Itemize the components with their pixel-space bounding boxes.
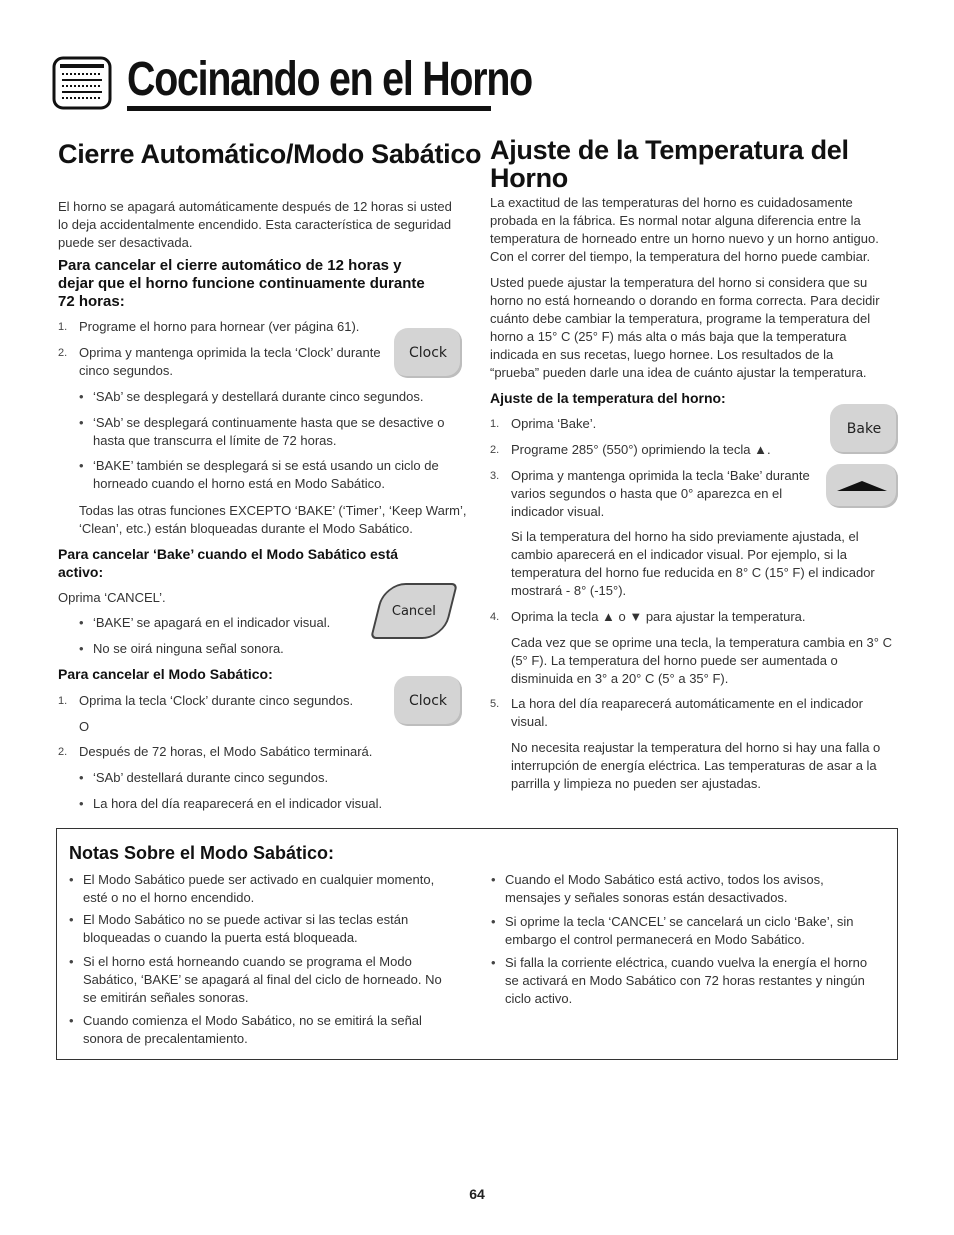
list-item: • Si oprime la tecla ‘CANCEL’ se cancelará un ciclo ‘Bake’, sin embargo el control permanecerá en Modo Sabático.: [505, 913, 885, 949]
list-item: • El Modo Sabático puede ser activado en cualquier momento, esté o no el horno encendido.: [83, 871, 463, 907]
list-item: • No se oirá ninguna señal sonora.: [93, 640, 393, 658]
oven-icon: [52, 56, 112, 110]
step-1: 1. Oprima la tecla ‘Clock’ durante cinco segundos.: [58, 693, 354, 708]
step-4-note: Cada vez que se oprime una tecla, la temperatura cambia en 3° C (5° F). La temperatura del horno puede ser aumentada o disminuida en 3° a 20° C (5° a 35° F).: [511, 635, 892, 686]
list-item: • El Modo Sabático no se puede activar si las teclas están bloqueadas o cuando la puerta está bloqueada.: [83, 911, 463, 947]
temperature-explanation: Usted puede ajustar la temperatura del horno si considera que su horno no está horneando o dorando en forma correcta. Para decidir cuánto debe cambiar la temperatura, programe la temperatura del horno a 15° C (25° F) más alta o más baja que la temperatura indicada en sus recetas, luego hornee. Los resultados de la “prueba” pueden darle una idea de cuánto ajustar la temperatura.: [490, 275, 880, 380]
step-3: 3. Oprima y mantenga oprimida la tecla ‘Bake’ durante varios segundos o hasta que 0° aparezca en el indicador visual.: [490, 468, 810, 519]
step-5: 5. La hora del día reaparecerá automáticamente en el indicador visual.: [490, 696, 863, 729]
section-heading-sabbath: Cierre Automático/Modo Sabático: [58, 139, 482, 169]
step-2: 2. Oprima y mantenga oprimida la tecla ‘Clock’ durante cinco segundos.: [58, 345, 381, 378]
subheading-cancel-12h: Para cancelar el cierre automático de 12 horas y dejar que el horno funcione continuamente durante 72 horas:: [58, 257, 425, 310]
step-3-note: Si la temperatura del horno ha sido previamente ajustada, el cambio aparecerá en el indicador visual. Por ejemplo, si la temperatura del horno fue reducida en 8° C (15° F) el indicador mostrará - 8° (-15°).: [511, 529, 875, 598]
cancel-key: Cancel: [370, 583, 458, 639]
clock-key: Clock: [394, 328, 462, 378]
list-item: • Cuando el Modo Sabático está activo, todos los avisos, mensajes y señales sonoras están desactivados.: [505, 871, 885, 907]
step-1: 1. Programe el horno para hornear (ver página 61).: [58, 319, 360, 334]
step-5-note: No necesita reajustar la temperatura del horno si hay una falla o interrupción de energía eléctrica. Las temperaturas de asar a la parrilla y limpieza no pueden ser ajustadas.: [511, 740, 881, 791]
list-item: • Si el horno está horneando cuando se programa el Modo Sabático, ‘BAKE’ se apagará al final del ciclo de horneado. No se emitirán señales sonoras.: [83, 953, 463, 1007]
step-1: 1. Oprima ‘Bake’.: [490, 416, 597, 431]
step-4: 4. Oprima la tecla ▲ o ▼ para ajustar la temperatura.: [490, 609, 806, 624]
step-2: 2. Después de 72 horas, el Modo Sabático terminará.: [58, 744, 373, 759]
or-text: O: [79, 719, 90, 734]
list-item: • ‘SAb’ se desplegará continuamente hasta que se desactive o hasta que transcurra el límite de 72 horas.: [93, 414, 473, 450]
list-item: • Si falla la corriente eléctrica, cuando vuelva la energía el horno se activará en Modo Sabático con 72 horas restantes y ningún ciclo activo.: [505, 954, 885, 1008]
up-arrow-key: [826, 464, 898, 508]
notes-heading: Notas Sobre el Modo Sabático:: [69, 843, 335, 863]
page-number: 64: [469, 1186, 485, 1202]
list-item: • La hora del día reaparecerá en el indicador visual.: [93, 795, 473, 813]
subheading-cancel-sabbath: Para cancelar el Modo Sabático:: [58, 666, 273, 682]
subheading-adjust: Ajuste de la temperatura del horno:: [490, 390, 726, 406]
title-underline: [127, 106, 491, 111]
list-item: • ‘BAKE’ se apagará en el indicador visual.: [93, 614, 393, 632]
press-cancel-text: Oprima ‘CANCEL’.: [58, 590, 166, 605]
section-heading-temperature: Ajuste de la Temperatura del Horno: [490, 135, 849, 193]
list-item: • ‘BAKE’ también se desplegará si se está usando un ciclo de horneado cuando el horno está en Modo Sabático.: [93, 457, 473, 493]
note-other-functions: Todas las otras funciones EXCEPTO ‘BAKE’ (‘Timer’, ‘Keep Warm’, ‘Clean’, etc.) están bloqueadas durante el Modo Sabático.: [79, 503, 467, 536]
temperature-intro: La exactitud de las temperaturas del horno es cuidadosamente probada en la fábrica. Es normal notar alguna diferencia entre la temperatura de horneado entre un horno nuevo y un horno antiguo. Con el correr del tiempo, la temperatura del horno puede cambiar.: [490, 195, 879, 264]
clock-key: Clock: [394, 676, 462, 726]
page-title: Cocinando en el Horno: [127, 53, 532, 106]
list-item: • ‘SAb’ se desplegará y destellará durante cinco segundos.: [93, 388, 473, 406]
list-item: • Cuando comienza el Modo Sabático, no se emitirá la señal sonora de precalentamiento.: [83, 1012, 463, 1048]
up-arrow-icon: [837, 479, 887, 493]
bake-key: Bake: [830, 404, 898, 454]
intro-text: El horno se apagará automáticamente después de 12 horas si usted lo deja accidentalmente encendido. Esta característica de seguridad puede ser desactivada.: [58, 199, 452, 250]
step-2: 2. Programe 285° (550°) oprimiendo la tecla ▲.: [490, 442, 771, 457]
subheading-cancel-bake: Para cancelar ‘Bake’ cuando el Modo Sabático está activo:: [58, 546, 399, 580]
list-item: • ‘SAb’ destellará durante cinco segundos.: [93, 769, 473, 787]
